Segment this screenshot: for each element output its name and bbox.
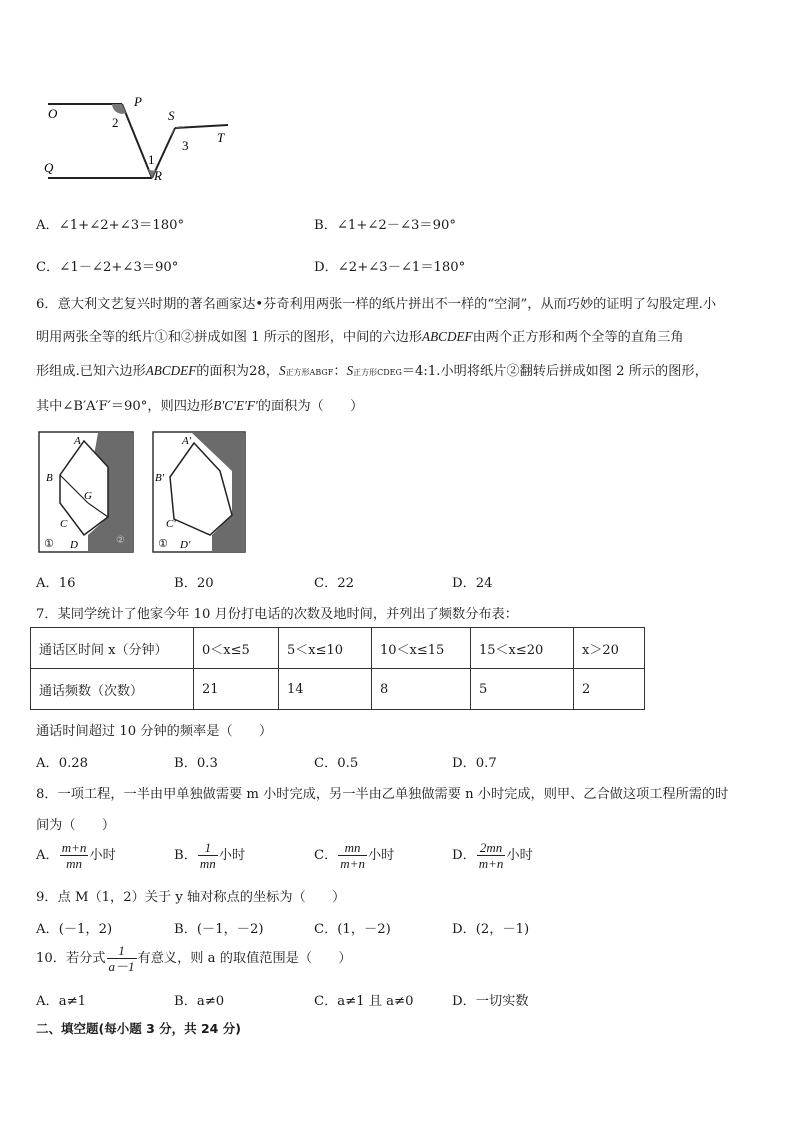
fig1-label-piece2: ②: [116, 535, 125, 546]
fig2-label-D: D′: [180, 539, 191, 551]
label-angle-2: 2: [112, 115, 119, 130]
fig2-label-A: A′: [182, 435, 192, 447]
label-angle-3: 3: [182, 138, 189, 153]
q8-option-a: A． $\frac{m+n}{mn}$ 小时: [36, 840, 116, 871]
q6-stem-line4: 其中∠B′A′F′＝90°，则四边形B′C′E′F′的面积为（ ）: [36, 398, 364, 414]
q9-option-b: B．(－1，－2): [174, 922, 264, 937]
q6-option-d: D．24: [452, 576, 493, 591]
fig1-label-A: A: [74, 435, 81, 447]
table-cell: 5: [471, 669, 574, 710]
q9-option-d: D．(2，－1): [452, 922, 530, 937]
q6-figure-2: [152, 431, 246, 553]
q6-option-a: A．16: [36, 576, 76, 591]
table-cell: 8: [372, 669, 471, 710]
q7-option-a: A．0.28: [36, 756, 89, 771]
table-cell: 通话区时间 x（分钟）: [31, 628, 194, 669]
fig1-label-D: D: [70, 539, 78, 551]
fig1-label-C: C: [60, 518, 68, 530]
table-row: [31, 628, 645, 669]
q5-option-b: B．∠1+∠2－∠3＝90°: [314, 218, 456, 233]
label-O: O: [48, 106, 58, 121]
q10-option-c: C．a≠1 且 a≠0: [314, 994, 414, 1009]
q10-option-a: A．a≠1: [36, 994, 87, 1009]
q8-stem-line1: 8．一项工程，一半由甲单独做需要 m 小时完成，另一半由乙单独做需要 n 小时完成，则甲、乙合做这项工程所需的时: [36, 787, 729, 802]
label-R: R: [154, 168, 162, 183]
q6-option-c: C．22: [314, 576, 355, 591]
q7-option-d: D．0.7: [452, 756, 497, 771]
q8-stem-line2: 间为（ ）: [36, 818, 116, 833]
label-P: P: [134, 94, 142, 109]
q10-stem: 10．若分式 $\frac{1}{a-1}$ 有意义，则 a 的取值范围是（ ）: [36, 943, 352, 974]
q9-option-c: C．(1，－2): [314, 922, 391, 937]
angle-figure: [40, 92, 240, 192]
fig2-label-B: B′: [155, 472, 165, 484]
fig1-label-G: G: [84, 490, 92, 502]
q6-figure-1: [38, 431, 134, 553]
q5-option-a: A．∠1+∠2+∠3＝180°: [36, 218, 185, 233]
table-cell: 5＜x≤10: [279, 628, 372, 669]
frequency-table: [30, 627, 645, 710]
q7-stem: 7．某同学统计了他家今年 10 月份打电话的次数及地时间，并列出了频数分布表：: [36, 607, 518, 622]
q8-option-c: C． $\frac{mn}{m+n}$ 小时: [314, 840, 395, 871]
q6-stem-line3: 形组成.已知六边形ABCDEF的面积为28，S正方形ABGF：S正方形CDEG＝4:1.小明将纸片②翻转后拼成如图 2 所示的图形，: [36, 363, 708, 379]
label-S: S: [168, 108, 175, 123]
label-Q: Q: [44, 160, 54, 175]
table-cell: 通话频数（次数）: [31, 669, 194, 710]
label-angle-1: 1: [148, 152, 155, 167]
fig1-label-B: B: [46, 472, 53, 484]
fig2-label-C: C′: [166, 518, 176, 530]
label-T: T: [217, 130, 225, 145]
q9-stem: 9．点 M（1，2）关于 y 轴对称点的坐标为（ ）: [36, 890, 346, 905]
fig1-label-piece1: ①: [44, 537, 54, 550]
q10-option-d: D．一切实数: [452, 994, 529, 1009]
table-cell: 0＜x≤5: [194, 628, 279, 669]
table-cell: 21: [194, 669, 279, 710]
fig2-label-piece1: ①: [158, 537, 168, 550]
q6-stem-line2: 明用两张全等的纸片①和②拼成如图 1 所示的图形，中间的六边形ABCDEF由两个正方形和两个全等的直角三角: [36, 329, 684, 345]
q9-option-a: A．(－1，2): [36, 922, 113, 937]
q6-option-b: B．20: [174, 576, 214, 591]
table-cell: 10＜x≤15: [372, 628, 471, 669]
q5-option-d: D．∠2+∠3－∠1＝180°: [314, 260, 466, 275]
table-cell: 2: [574, 669, 645, 710]
q7-option-c: C．0.5: [314, 756, 359, 771]
table-row: [31, 669, 645, 710]
q8-option-d: D． $\frac{2mn}{m+n}$ 小时: [452, 840, 533, 871]
table-cell: x＞20: [574, 628, 645, 669]
section-heading: 二、填空题(每小题 3 分，共 24 分): [36, 1021, 241, 1036]
q7-question: 通话时间超过 10 分钟的频率是（ ）: [36, 724, 273, 739]
q8-option-b: B． $\frac{1}{mn}$ 小时: [174, 840, 246, 871]
q10-option-b: B．a≠0: [174, 994, 225, 1009]
q5-option-c: C．∠1－∠2+∠3＝90°: [36, 260, 179, 275]
table-cell: 14: [279, 669, 372, 710]
table-cell: 15＜x≤20: [471, 628, 574, 669]
q6-stem-line1: 6．意大利文艺复兴时期的著名画家达•芬奇利用两张一样的纸片拼出不一样的“空洞”，从而巧妙的证明了勾股定理.小: [36, 297, 717, 312]
q7-option-b: B．0.3: [174, 756, 218, 771]
